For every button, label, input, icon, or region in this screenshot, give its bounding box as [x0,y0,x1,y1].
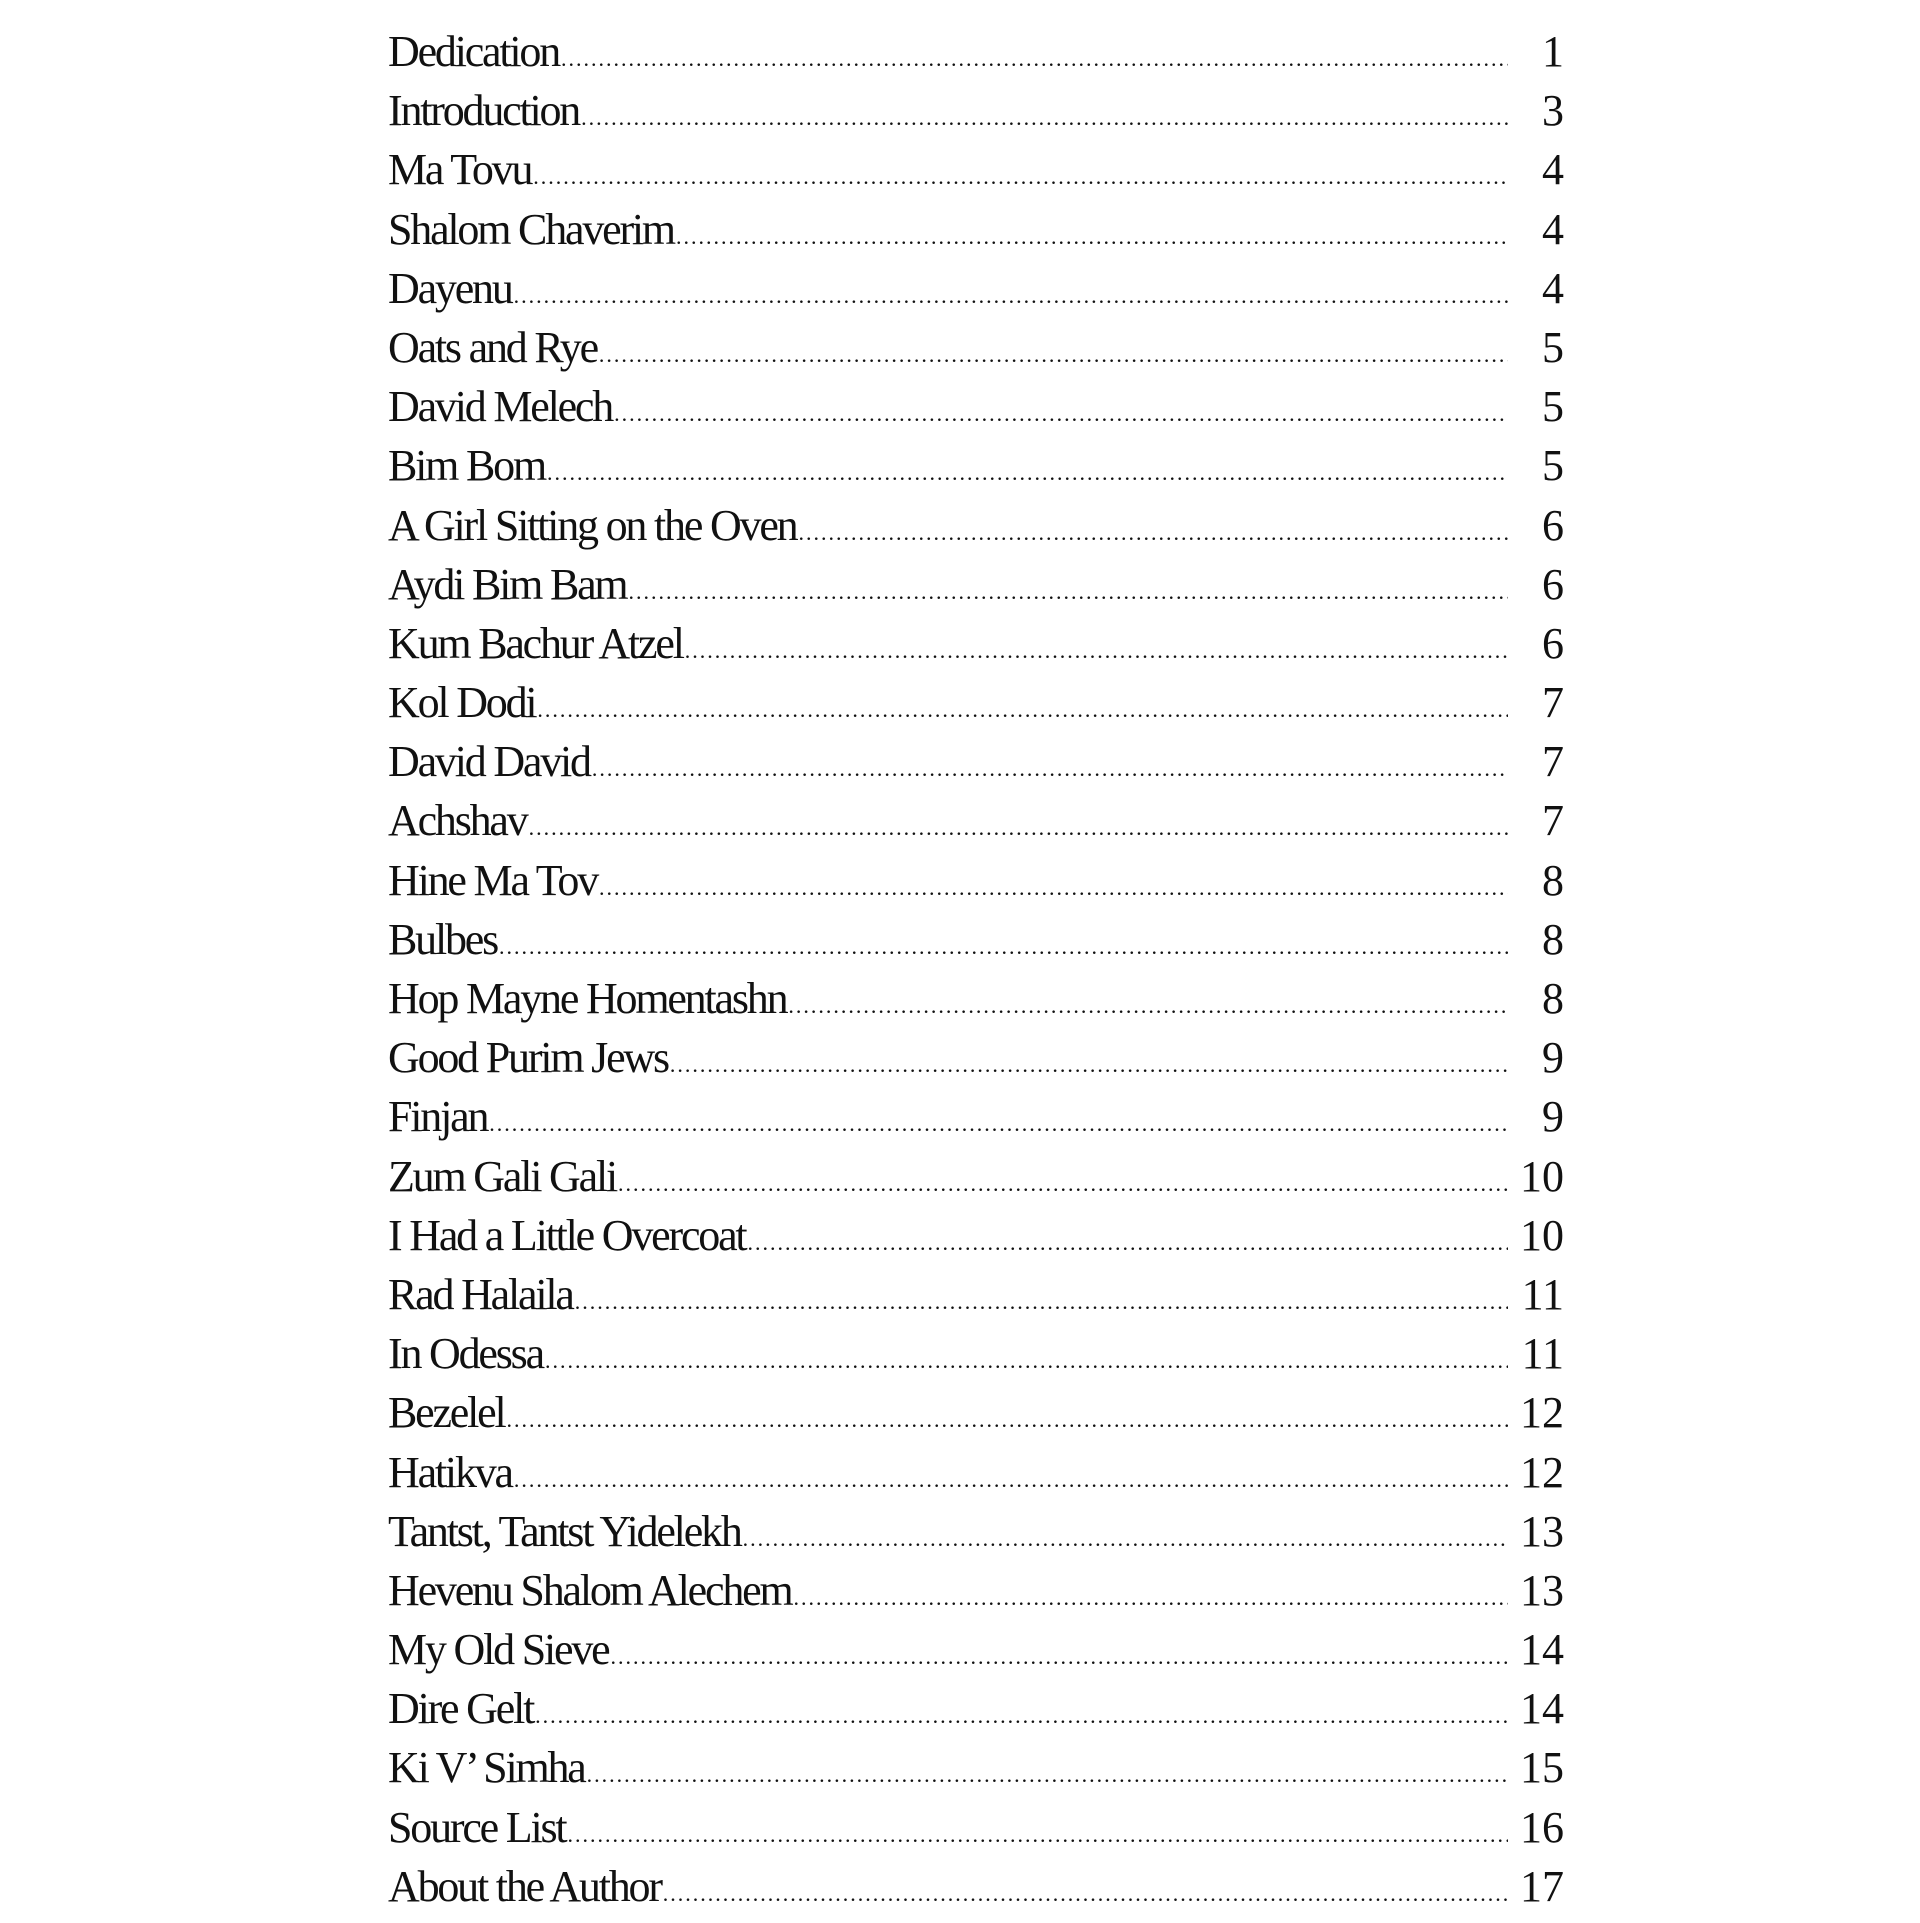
toc-entry [388,496,1564,555]
toc-entry-page: 6 [1542,500,1564,550]
dot-leader [628,562,1508,621]
toc-entry [388,259,1564,318]
toc-entry-title: In Odessa [388,1329,543,1379]
toc-entry-page: 17 [1520,1861,1564,1911]
toc-entry-title: My Old Sieve [388,1625,609,1675]
toc-entry-page: 12 [1520,1447,1564,1497]
toc-entry-page: 1 [1542,27,1564,76]
toc-entry [388,140,1564,199]
toc-entry-title: Ki V’ Simha [388,1743,585,1793]
toc-entry [388,673,1564,732]
toc-entry [388,969,1564,1028]
dot-leader [587,1745,1508,1804]
toc-entry-title: Hop Mayne Homentashn [388,974,787,1023]
toc-entry [388,1502,1564,1561]
toc-entry-page: 7 [1542,737,1564,787]
toc-entry-title: Hevenu Shalom Alechem [388,1565,792,1615]
toc-entry-title: Aydi Bim Bam [388,559,627,609]
dot-leader [533,147,1508,206]
toc-entry-page: 16 [1520,1802,1564,1852]
toc-entry-title: Dire Gelt [388,1684,534,1734]
toc-entry [388,1383,1564,1442]
toc-entry-title: Hine Ma Tov [388,855,597,905]
dot-leader [614,384,1508,443]
toc-entry [388,1620,1564,1679]
toc-entry-page: 5 [1542,322,1564,372]
dot-leader [599,325,1508,384]
dot-leader [514,1450,1508,1509]
toc-entry-title: Good Purim Jews [388,1033,668,1083]
dot-leader [610,1627,1508,1686]
dot-leader [581,88,1508,147]
toc-entry-title: David Melech [388,382,613,432]
toc-entry-title: Bezelel [388,1388,505,1438]
toc-entry-title: Kol Dodi [388,678,536,728]
toc-entry-title: Zum Gali Gali [388,1151,617,1201]
toc-entry [388,791,1564,850]
toc-entry-page: 10 [1520,1210,1564,1260]
toc-entry-title: Source List [388,1802,566,1852]
dot-leader [547,443,1508,502]
dot-leader [599,858,1508,917]
toc-entry-page: 3 [1542,86,1564,136]
toc-entry-page: 10 [1520,1151,1564,1201]
dot-leader [535,1686,1508,1745]
toc-entry [388,555,1564,614]
toc-entry [388,1561,1564,1620]
dot-leader [663,1864,1508,1923]
dot-leader [575,1272,1508,1331]
dot-leader [788,976,1508,1035]
toc-entry-page: 4 [1542,263,1564,313]
toc-entry-title: Kum Bachur Atzel [388,618,683,668]
dot-leader [507,1390,1508,1449]
toc-entry [388,318,1564,377]
dot-leader [561,29,1508,88]
toc-entry-page: 15 [1520,1743,1564,1793]
dot-leader [743,1509,1508,1568]
toc-entry-page: 4 [1542,204,1564,254]
toc-entry-page: 7 [1542,796,1564,846]
toc-entry-title: David David [388,737,590,787]
toc-entry-title: Achshav [388,796,527,846]
toc-entry [388,200,1564,259]
toc-entry-page: 14 [1520,1625,1564,1675]
toc-entry-page: 5 [1542,441,1564,491]
toc-entry [388,1857,1564,1916]
toc-entry [388,1798,1564,1857]
toc-entry [388,1147,1564,1206]
toc-entry [388,22,1564,81]
toc-entry-page: 5 [1542,382,1564,432]
toc-entry-title: Bulbes [388,914,498,964]
toc-entry-title: A Girl Sitting on the Oven [388,500,797,550]
toc-entry [388,1738,1564,1797]
toc-entry [388,614,1564,673]
toc-entry-page: 6 [1542,618,1564,668]
dot-leader [537,680,1508,739]
toc-entry [388,1206,1564,1265]
toc-entry-page: 12 [1520,1388,1564,1438]
toc-entry [388,1443,1564,1502]
toc-entry-page: 8 [1542,914,1564,964]
toc-entry-page: 9 [1542,1033,1564,1083]
toc-entry-title: Dedication [388,27,560,76]
toc-entry-page: 13 [1520,1506,1564,1556]
toc-entry-title: Shalom Chaverim [388,204,674,254]
toc-entry-title: Tantst, Tantst Yidelekh [388,1506,741,1556]
toc-entry-title: Ma Tovu [388,145,532,195]
dot-leader [545,1331,1508,1390]
toc-entry [388,1679,1564,1738]
dot-leader [685,621,1508,680]
toc-entry-page: 11 [1521,1329,1564,1379]
toc-entry [388,81,1564,140]
table-of-contents [388,22,1564,1916]
toc-entry [388,1324,1564,1383]
dot-leader [592,739,1508,798]
toc-entry [388,732,1564,791]
dot-leader [793,1568,1508,1627]
toc-entry-title: Hatikva [388,1447,512,1497]
dot-leader [514,266,1508,325]
dot-leader [489,1094,1508,1153]
dot-leader [798,503,1508,562]
toc-entry [388,1265,1564,1324]
toc-entry-page: 14 [1520,1684,1564,1734]
dot-leader [676,207,1508,266]
toc-entry-title: Oats and Rye [388,322,597,372]
toc-entry-page: 11 [1521,1269,1564,1319]
toc-entry [388,436,1564,495]
toc-entry [388,851,1564,910]
toc-entry-title: Finjan [388,1092,488,1142]
toc-entry [388,377,1564,436]
toc-entry-page: 4 [1542,145,1564,195]
dot-leader [670,1035,1508,1094]
toc-entry-page: 8 [1542,974,1564,1023]
toc-entry-page: 6 [1542,559,1564,609]
toc-entry-page: 8 [1542,855,1564,905]
toc-entry-title: Rad Halaila [388,1269,573,1319]
toc-entry-page: 13 [1520,1565,1564,1615]
toc-entry-title: About the Author [388,1861,661,1911]
dot-leader [529,798,1508,857]
toc-entry-title: Dayenu [388,263,512,313]
toc-entry [388,910,1564,969]
toc-entry-page: 7 [1542,678,1564,728]
toc-entry-title: I Had a Little Overcoat [388,1210,746,1260]
dot-leader [747,1213,1508,1272]
dot-leader [618,1154,1508,1213]
toc-entry-title: Introduction [388,86,580,136]
toc-entry [388,1087,1564,1146]
toc-entry-page: 9 [1542,1092,1564,1142]
toc-entry-title: Bim Bom [388,441,545,491]
dot-leader [499,917,1508,976]
dot-leader [567,1805,1508,1864]
toc-entry [388,1028,1564,1087]
